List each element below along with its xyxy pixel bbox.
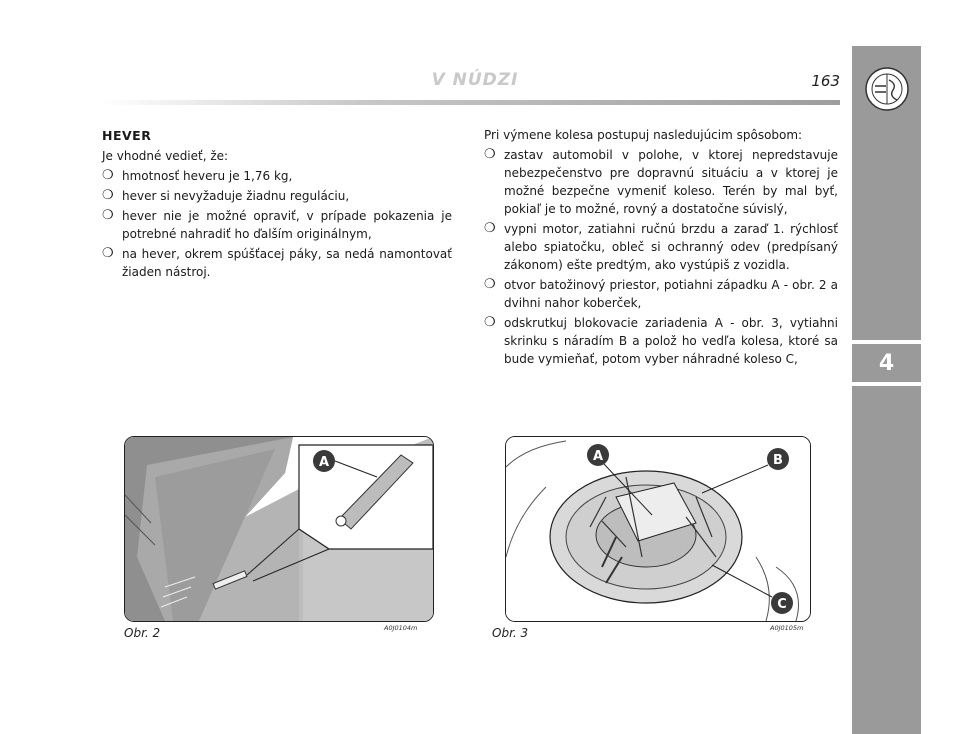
- list-item-text: vypni motor, zatiahni ručnú brzdu a zaraď 1. rýchlosť alebo spiatočku, obleč si ochranný odev (predpísaný zákonom) ešte predtým, ako vystúpiš z vozidla.: [504, 222, 838, 272]
- bullet-list: [102, 167, 452, 281]
- list-item-text: hever nie je možné opraviť, v prípade pokazenia je potrebné nahradiť ho ďalším originálnym,: [122, 209, 452, 241]
- spare-wheel-illustration: [506, 437, 810, 621]
- sidebar-bottom-block: [852, 386, 921, 734]
- bullet-circle-icon: ❍: [484, 147, 496, 162]
- callout-label-c: C: [777, 597, 787, 612]
- figure-caption: Obr. 3: [492, 626, 529, 640]
- list-item: [102, 187, 452, 205]
- bullet-circle-icon: ❍: [484, 277, 496, 292]
- figure-code: A0J0104m: [384, 624, 418, 632]
- list-item-text: hmotnosť heveru je 1,76 kg,: [122, 169, 293, 183]
- figure-trunk-latch: [124, 436, 434, 622]
- trunk-illustration: [125, 437, 433, 621]
- callout-label-a: A: [592, 449, 604, 464]
- bullet-circle-icon: ❍: [484, 315, 496, 330]
- page-number: 163: [811, 72, 840, 90]
- sidebar-top-block: [852, 46, 921, 340]
- bullet-circle-icon: ❍: [102, 208, 114, 223]
- alfa-romeo-logo-icon: [864, 66, 910, 112]
- list-item: [484, 314, 838, 368]
- section-title: V NÚDZI: [431, 70, 519, 90]
- bullet-circle-icon: ❍: [102, 246, 114, 261]
- list-item-text: hever si nevyžaduje žiadnu reguláciu,: [122, 189, 350, 203]
- list-item: [102, 207, 452, 243]
- list-item-text: na hever, okrem spúšťacej páky, sa nedá namontovať žiaden nástroj.: [122, 247, 452, 279]
- bullet-circle-icon: ❍: [484, 221, 496, 236]
- figure-caption: Obr. 2: [124, 626, 161, 640]
- list-item-text: zastav automobil v polohe, v ktorej nepredstavuje nebezpečenstvo pre dopravnú situáciu a v ktorej je možné bezpečne vymeniť koleso. Terén by mal byť, pokiaľ je to možné, rovný a dostatočne súvislý,: [504, 148, 838, 216]
- list-item: [484, 146, 838, 218]
- chapter-tab[interactable]: 4: [852, 344, 921, 382]
- intro-text: Pri výmene kolesa postupuj nasledujúcim spôsobom:: [484, 128, 803, 142]
- list-item: [102, 245, 452, 281]
- list-item-text: otvor batožinový priestor, potiahni západku A - obr. 2 a dvihni nahor koberček,: [504, 278, 838, 310]
- header-divider: [102, 100, 840, 105]
- intro-text: Je vhodné vedieť, že:: [102, 149, 229, 163]
- list-item-text: odskrutkuj blokovacie zariadenia A - obr. 3, vytiahni skrinku s náradím B a polož ho vedľa kolesa, ktoré sa bude vymieňať, potom vyber náhradné koleso C,: [504, 316, 838, 366]
- list-item: [102, 167, 452, 185]
- bullet-circle-icon: ❍: [102, 188, 114, 203]
- list-item: [484, 276, 838, 312]
- bullet-circle-icon: ❍: [102, 168, 114, 183]
- section-heading: HEVER: [102, 128, 152, 143]
- callout-label-b: B: [773, 453, 783, 468]
- figure-code: A0J0105m: [770, 624, 804, 632]
- left-column: [102, 127, 452, 283]
- figure-spare-wheel: [505, 436, 811, 622]
- list-item: [484, 220, 838, 274]
- right-column: [484, 126, 838, 370]
- callout-label-a: A: [318, 455, 330, 470]
- bullet-list: [484, 146, 838, 368]
